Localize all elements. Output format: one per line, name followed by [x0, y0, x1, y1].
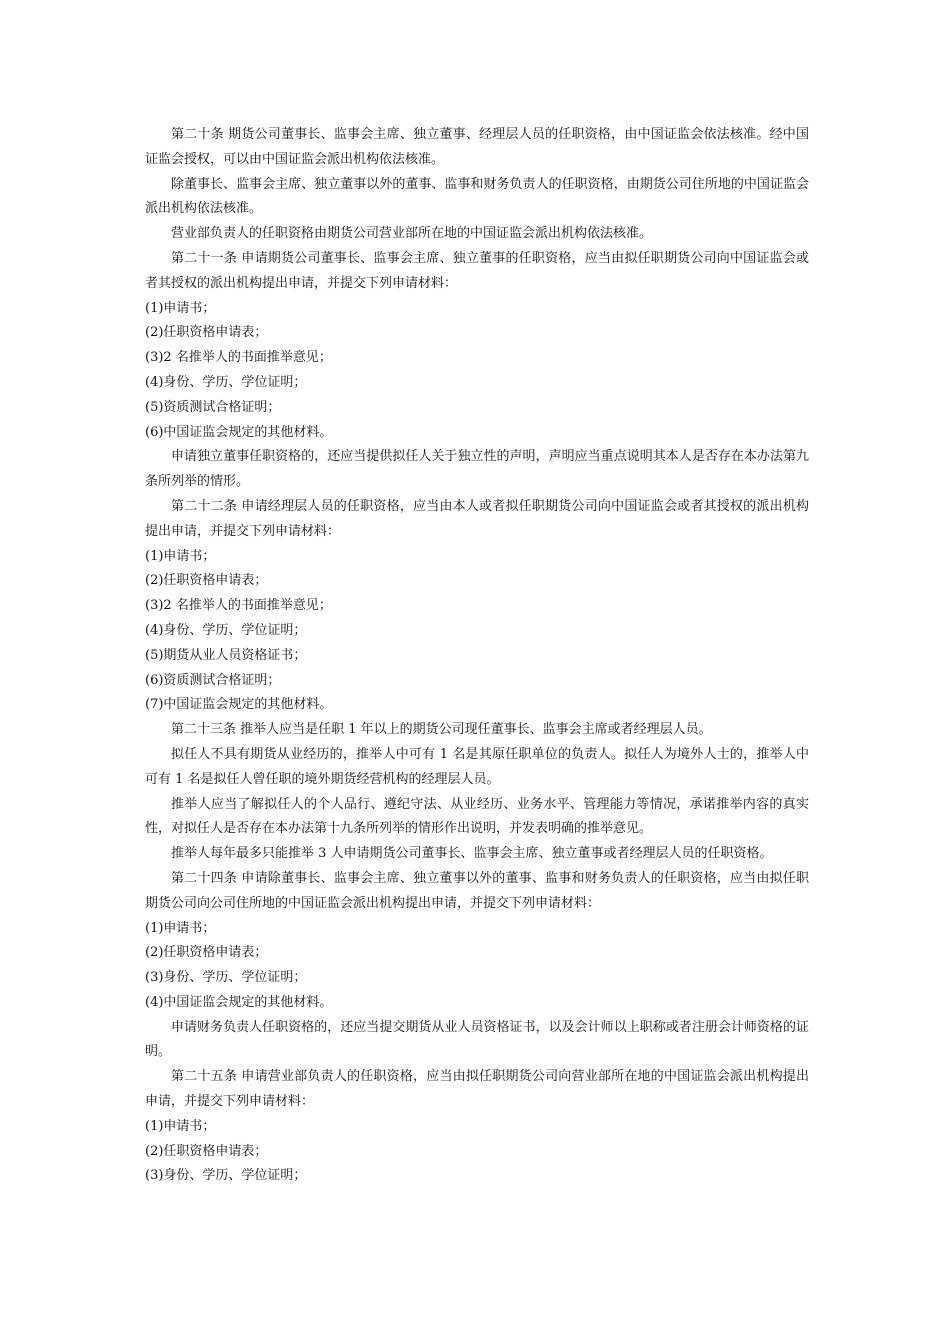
paragraph: 申请财务负责人任职资格的，还应当提交期货从业人员资格证书，以及会计师以上职称或者注册会计师资格的证明。	[145, 1019, 809, 1060]
list-item: (2)任职资格申请表；	[145, 325, 268, 341]
paragraph: 营业部负责人的任职资格由期货公司营业部所在地的中国证监会派出机构依法核准。	[171, 226, 653, 242]
list-item: (7)中国证监会规定的其他材料。	[145, 697, 333, 713]
list-item: (3)身份、学历、学位证明；	[145, 970, 307, 986]
list-item: (1)申请书；	[145, 300, 216, 316]
list-item: (6)资质测试合格证明；	[145, 672, 281, 688]
paragraph-article-22: 第二十二条 申请经理层人员的任职资格，应当由本人或者拟任职期货公司向中国证监会或者其授权的派出机构提出申请，并提交下列申请材料：	[145, 498, 809, 539]
list-item: (1)申请书；	[145, 920, 216, 936]
paragraph: 除董事长、监事会主席、独立董事以外的董事、监事和财务负责人的任职资格，由期货公司住所地的中国证监会派出机构依法核准。	[145, 176, 809, 217]
paragraph: 申请独立董事任职资格的，还应当提供拟任人关于独立性的声明，声明应当重点说明其本人是否存在本办法第九条所列举的情形。	[145, 449, 809, 490]
paragraph-article-24: 第二十四条 申请除董事长、监事会主席、独立董事以外的董事、监事和财务负责人的任职资格，应当由拟任职期货公司向公司住所地的中国证监会派出机构提出申请，并提交下列申请材料：	[145, 870, 809, 911]
list-item: (1)申请书；	[145, 1118, 216, 1134]
list-item: (4)身份、学历、学位证明；	[145, 622, 307, 638]
list-item: (6)中国证监会规定的其他材料。	[145, 424, 333, 440]
list-item: (2)任职资格申请表；	[145, 573, 268, 589]
list-item: (2)任职资格申请表；	[145, 945, 268, 961]
list-item: (3)2 名推举人的书面推举意见；	[145, 598, 332, 614]
list-item: (1)申请书；	[145, 548, 216, 564]
list-item: (5)期货从业人员资格证书；	[145, 647, 307, 663]
paragraph: 拟任人不具有期货从业经历的，推举人中可有 1 名是其原任职单位的负责人。拟任人为境外人士的，推举人中可有 1 名是拟任人曾任职的境外期货经营机构的经理层人员。	[145, 746, 809, 787]
list-item: (4)中国证监会规定的其他材料。	[145, 994, 333, 1010]
paragraph: 推举人应当了解拟任人的个人品行、遵纪守法、从业经历、业务水平、管理能力等情况，承诺推举内容的真实性，对拟任人是否存在本办法第十九条所列举的情形作出说明，并发表明确的推举意见。	[145, 796, 809, 837]
paragraph-article-21: 第二十一条 申请期货公司董事长、监事会主席、独立董事的任职资格，应当由拟任职期货公司向中国证监会或者其授权的派出机构提出申请，并提交下列申请材料：	[145, 250, 809, 291]
list-item: (3)2 名推举人的书面推举意见；	[145, 350, 332, 366]
paragraph-article-20: 第二十条 期货公司董事长、监事会主席、独立董事、经理层人员的任职资格，由中国证监会依法核准。经中国证监会授权，可以由中国证监会派出机构依法核准。	[145, 127, 809, 167]
list-item: (4)身份、学历、学位证明；	[145, 374, 307, 390]
list-item: (5)资质测试合格证明；	[145, 399, 281, 415]
paragraph-article-23: 第二十三条 推举人应当是任职 1 年以上的期货公司现任董事长、监事会主席或者经理层人员。	[171, 722, 712, 738]
document-body	[145, 123, 809, 1189]
list-item: (2)任职资格申请表；	[145, 1143, 268, 1159]
paragraph: 推举人每年最多只能推举 3 人申请期货公司董事长、监事会主席、独立董事或者经理层人员的任职资格。	[171, 846, 773, 862]
list-item: (3)身份、学历、学位证明；	[145, 1168, 307, 1184]
paragraph-article-25: 第二十五条 申请营业部负责人的任职资格，应当由拟任职期货公司向营业部所在地的中国证监会派出机构提出申请，并提交下列申请材料：	[145, 1069, 809, 1110]
